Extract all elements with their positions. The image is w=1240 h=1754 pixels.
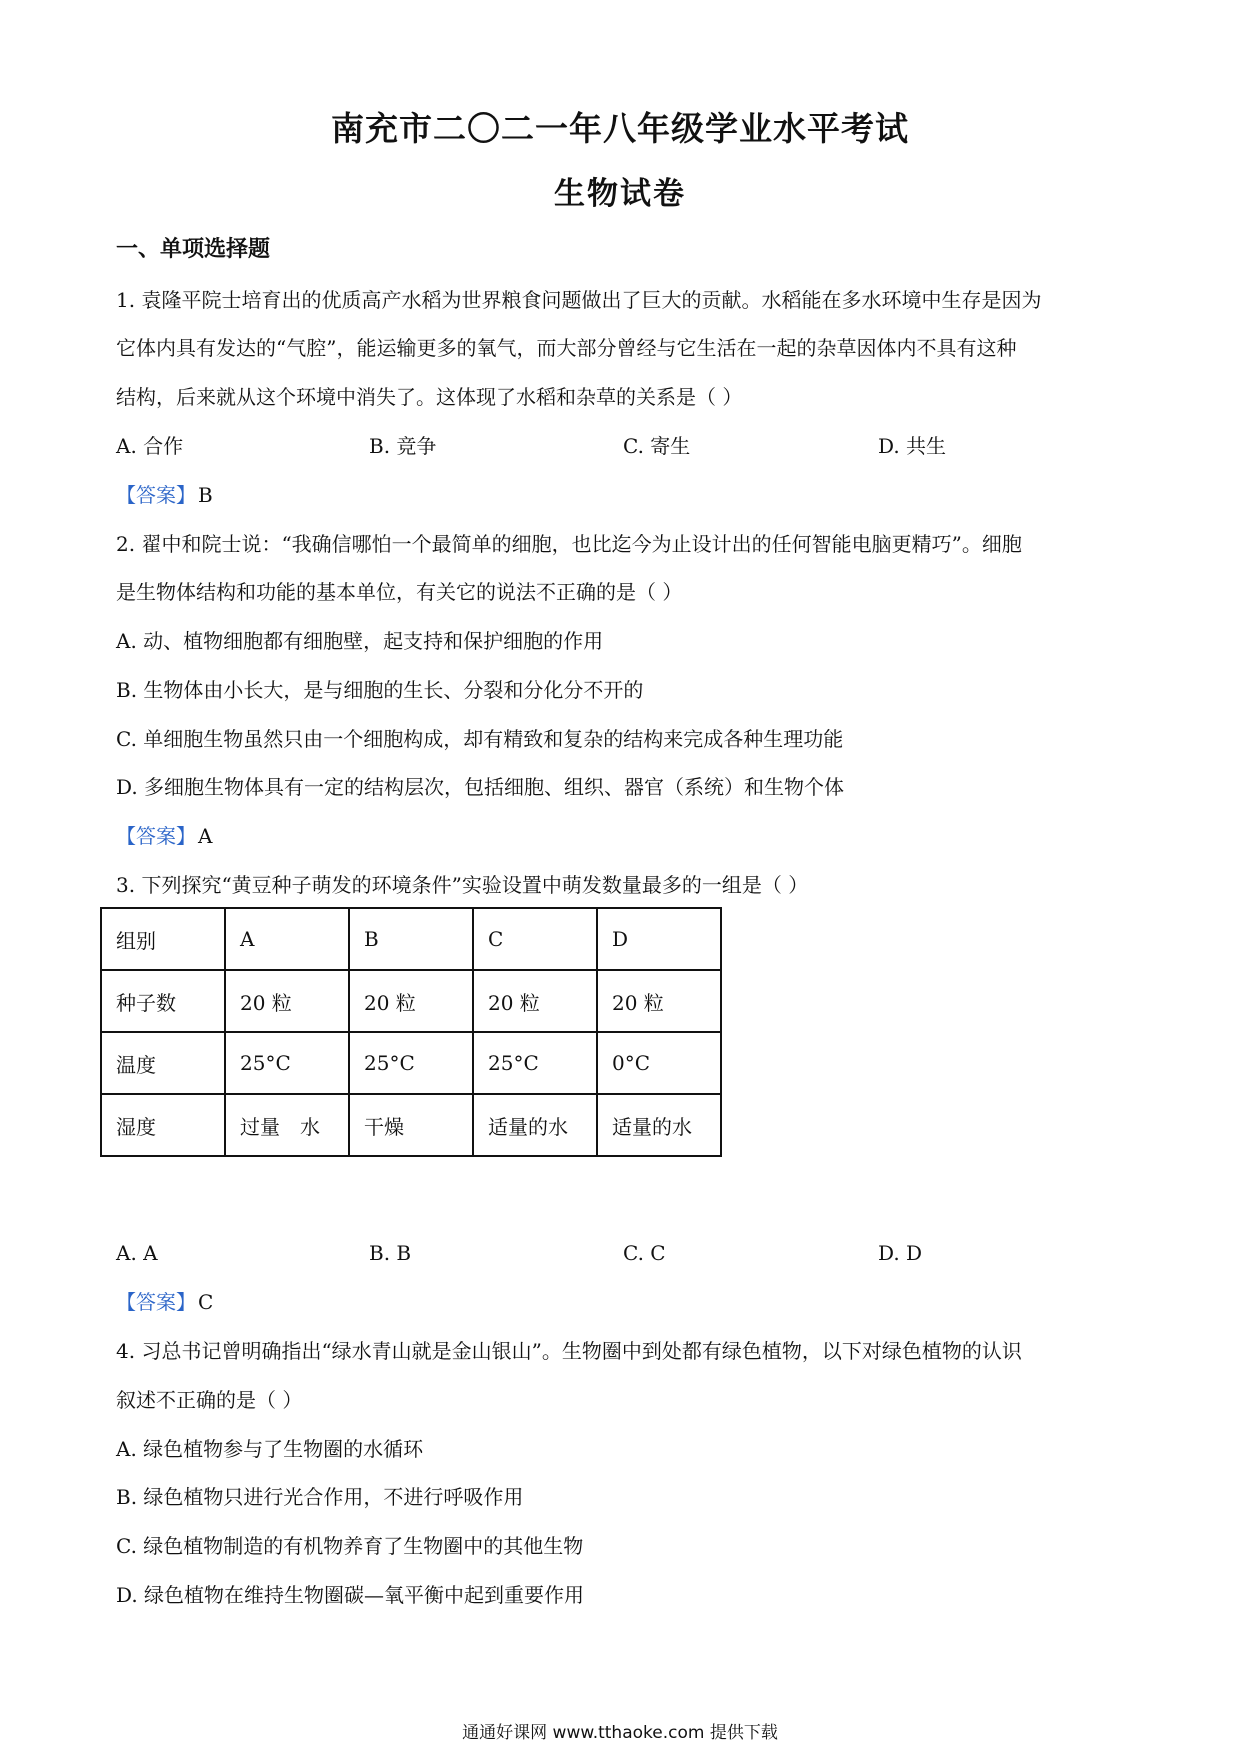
q1-option-d: D. 共生 — [878, 434, 947, 458]
q3-option-c: C. C — [623, 1241, 666, 1265]
table-cell: 种子数 — [101, 970, 225, 1032]
table-cell: 干燥 — [349, 1094, 473, 1156]
q4-option-a: A. 绿色植物参与了生物圈的水循环 — [116, 1437, 424, 1461]
table-row — [101, 1032, 721, 1094]
exam-subtitle: 生物试卷 — [554, 176, 686, 212]
q2-option-c: C. 单细胞生物虽然只由一个细胞构成，却有精致和复杂的结构来完成各种生理功能 — [116, 727, 844, 751]
q2-answer — [116, 822, 212, 850]
q3-line-1: 3. 下列探究“黄豆种子萌发的环境条件”实验设置中萌发数量最多的一组是（ ） — [116, 873, 809, 897]
exam-title: 南充市二〇二一年八年级学业水平考试 — [331, 109, 909, 148]
q1-option-a: A. 合作 — [116, 434, 184, 458]
table-cell: 适量的水 — [473, 1094, 597, 1156]
q2-option-b: B. 生物体由小长大，是与细胞的生长、分裂和分化分不开的 — [116, 678, 644, 702]
table-cell: 25°C — [225, 1032, 349, 1094]
table-cell: 0°C — [597, 1032, 721, 1094]
q4-line-1: 4. 习总书记曾明确指出“绿水青山就是金山银山”。生物圈中到处都有绿色植物，以下对绿色植物的认识 — [116, 1339, 1022, 1363]
table-cell: 25°C — [473, 1032, 597, 1094]
q2-line-2: 是生物体结构和功能的基本单位，有关它的说法不正确的是（ ） — [116, 580, 683, 604]
q4-line-2: 叙述不正确的是（ ） — [116, 1388, 303, 1412]
q4-option-b: B. 绿色植物只进行光合作用，不进行呼吸作用 — [116, 1485, 524, 1509]
table-row — [101, 970, 721, 1032]
table-cell: 20 粒 — [597, 970, 721, 1032]
table-cell: D — [597, 908, 721, 970]
answer-value: B — [198, 483, 213, 507]
q1-option-c: C. 寄生 — [623, 434, 691, 458]
q2-option-a: A. 动、植物细胞都有细胞壁，起支持和保护细胞的作用 — [116, 629, 604, 653]
table-cell: 温度 — [101, 1032, 225, 1094]
table-cell: C — [473, 908, 597, 970]
table-cell: 20 粒 — [473, 970, 597, 1032]
q2-option-d: D. 多细胞生物体具有一定的结构层次，包括细胞、组织、器官（系统）和生物个体 — [116, 775, 845, 799]
answer-tag: 【答案】 — [116, 824, 196, 848]
q1-answer — [116, 481, 213, 509]
table-row — [101, 1094, 721, 1156]
q1-option-b: B. 竞争 — [369, 434, 437, 458]
footer-watermark: 通通好课网 www.tthaoke.com 提供下载 — [462, 1723, 778, 1743]
q1-line-1: 1. 袁隆平院士培育出的优质高产水稻为世界粮食问题做出了巨大的贡献。水稻能在多水环境中生存是因为 — [116, 288, 1042, 312]
q3-option-b: B. B — [369, 1241, 412, 1265]
q3-answer — [116, 1288, 213, 1316]
table-cell: A — [225, 908, 349, 970]
q3-option-a: A. A — [116, 1241, 158, 1265]
q4-option-d: D. 绿色植物在维持生物圈碳—氧平衡中起到重要作用 — [116, 1583, 585, 1607]
answer-value: C — [198, 1290, 214, 1314]
table-cell: 湿度 — [101, 1094, 225, 1156]
answer-value: A — [198, 824, 213, 848]
table-cell: 适量的水 — [597, 1094, 721, 1156]
section-heading: 一、单项选择题 — [116, 237, 271, 262]
q2-line-1: 2. 翟中和院士说：“我确信哪怕一个最简单的细胞，也比迄今为止设计出的任何智能电脑更精巧”。细胞 — [116, 532, 1022, 556]
table-cell: 过量 水 — [225, 1094, 349, 1156]
experiment-table — [100, 907, 722, 1157]
table-cell: 20 粒 — [225, 970, 349, 1032]
q4-option-c: C. 绿色植物制造的有机物养育了生物圈中的其他生物 — [116, 1534, 584, 1558]
q1-line-3: 结构，后来就从这个环境中消失了。这体现了水稻和杂草的关系是（ ） — [116, 385, 743, 409]
q1-line-2: 它体内具有发达的“气腔”，能运输更多的氧气，而大部分曾经与它生活在一起的杂草因体内不具有这种 — [116, 336, 1017, 360]
table-cell: 25°C — [349, 1032, 473, 1094]
table-cell: 组别 — [101, 908, 225, 970]
answer-tag: 【答案】 — [116, 1290, 196, 1314]
table-cell: B — [349, 908, 473, 970]
table-row — [101, 908, 721, 970]
answer-tag: 【答案】 — [116, 483, 196, 507]
q3-option-d: D. D — [878, 1241, 923, 1265]
table-cell: 20 粒 — [349, 970, 473, 1032]
